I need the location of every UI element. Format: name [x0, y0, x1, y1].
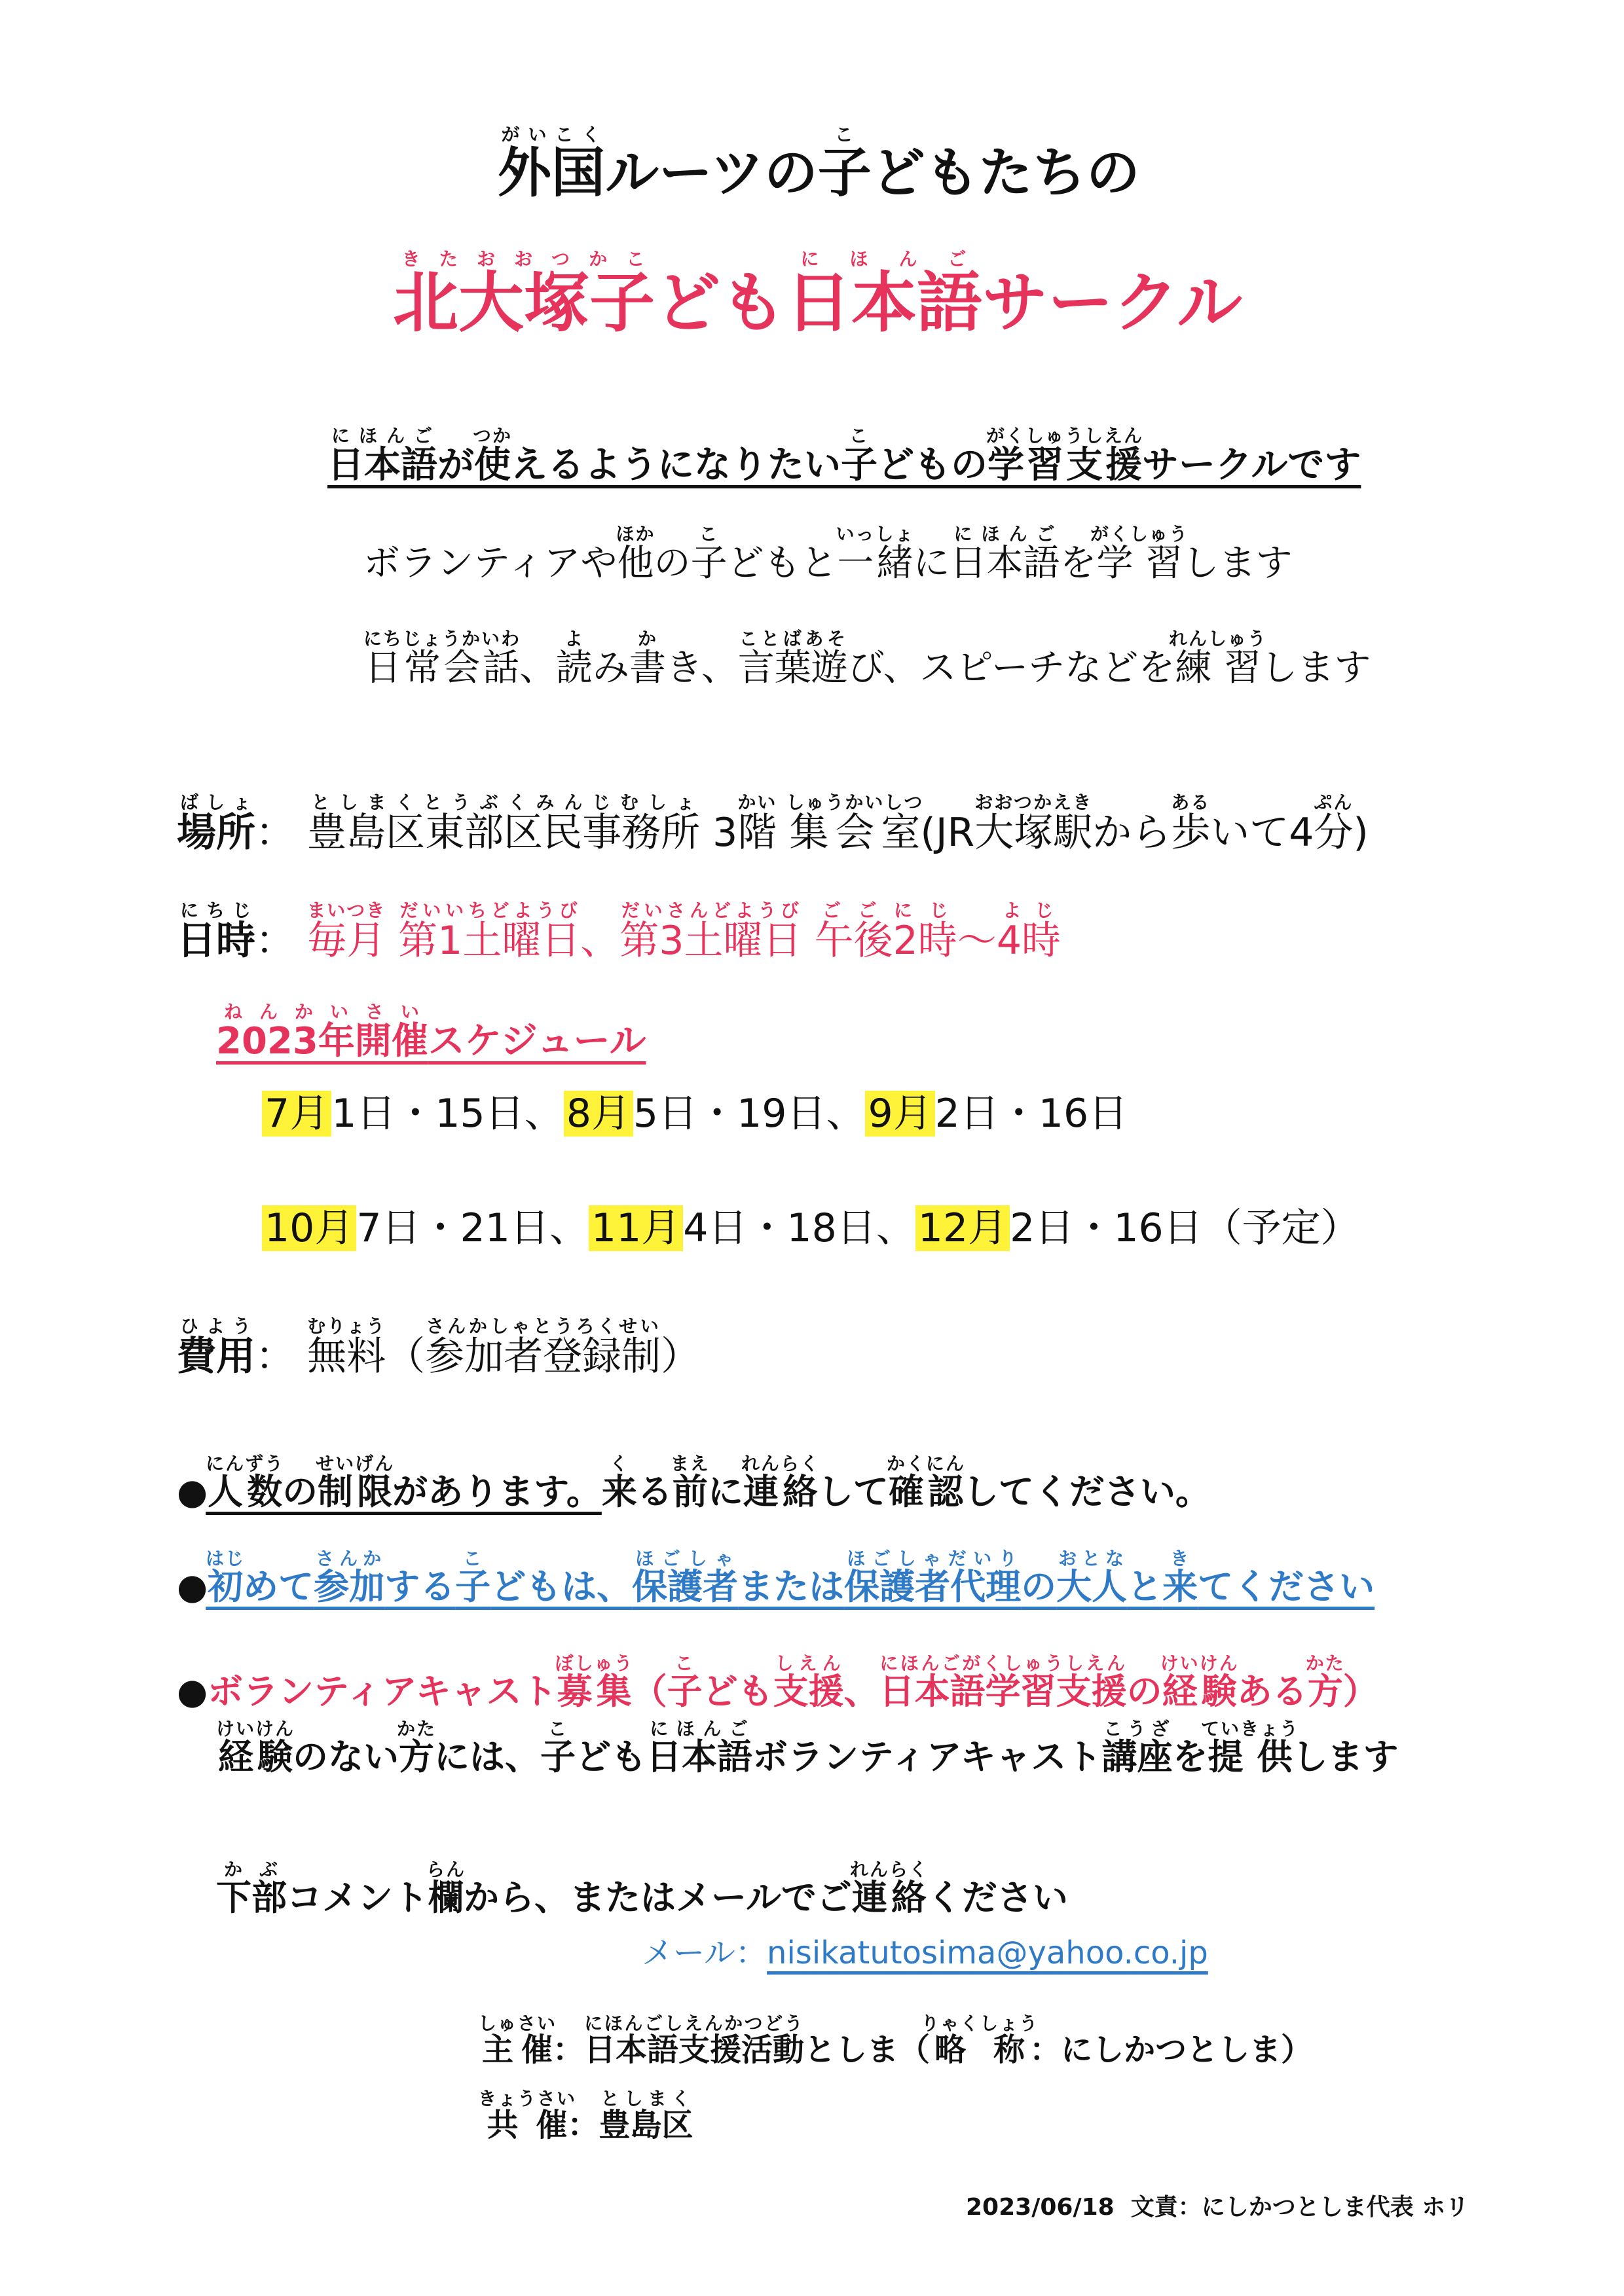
email-link[interactable]: nisikatutosima@yahoo.co.jp: [767, 1935, 1208, 1971]
tagline: 日本語にほんごが使つかえるようになりたい子こどもの学習支援がくしゅうしえんサークルです: [327, 425, 1361, 486]
place-row: 場所ばしょ： 豊島区東部区民事務所としまくとうぶくみんじむしょ 3階かい 集会室しゅうかいしつ(JR大塚駅おおつかえきから歩あるいて4分ぷん): [177, 792, 1369, 856]
month-days: 7日・21日: [356, 1205, 549, 1251]
notice-capacity: ●人数にんずうの制限せいげんがあります。来くる前まえに連絡れんらくして確認かくにんしてください。: [177, 1453, 1211, 1512]
month-days: 2日・16日: [1010, 1205, 1203, 1251]
notice-volunteer-sub: 経験けいけんのない方かたには、子こども日本語にほんごボランティアキャスト講座こうざを提供ていきょうします: [216, 1718, 1399, 1777]
fee-label: 費用ひよう: [177, 1315, 255, 1379]
contact-text: 下部かぶコメント欄らんから、またはメールでご連絡れんらくください: [216, 1859, 1068, 1918]
month-badge: 11月: [589, 1205, 683, 1251]
bullet-icon: ●: [177, 1471, 208, 1512]
month-days: 4日・18日: [683, 1205, 876, 1251]
footer: [966, 2193, 1469, 2221]
description-2: 日常会話にちじょうかいわ、読よみ書かき、言葉遊ことばあそび、スピーチなどを練習れんしゅうします: [363, 628, 1371, 689]
month-days: 1日・15日: [331, 1091, 525, 1137]
cohost-row: 共催きょうさい：豊島区としまく: [478, 2088, 693, 2143]
datetime-label: 日時にちじ: [177, 900, 255, 964]
schedule-row-1: 7月1日・15日、8月5日・19日、9月2日・16日: [262, 1090, 1128, 1137]
notice-volunteer: ●ボランティアキャスト募集ぼしゅう（子こども支援しえん、日本語学習支援にほんごがくしゅうしえんの経験けいけんある方かた）: [177, 1652, 1378, 1712]
host-row: 主催しゅさい：日本語支援活動にほんごしえんかつどうとしま（略称りゃくしょう：にしかつとしま）: [478, 2013, 1313, 2068]
fee-value: 無料むりょう（参加者登録制さんかしゃとうろくせい）: [307, 1315, 701, 1379]
footer-responsibility: 文責：にしかつとしま代表 ホリ: [1130, 2194, 1469, 2221]
datetime-row: 日時にちじ： 毎月まいつき 第1土曜日だいいちどようび、第3土曜日だいさんどようび 午後2時ごごにじ〜4時よじ: [177, 900, 1061, 964]
month-badge: 7月: [262, 1091, 331, 1137]
month-days: 2日・16日: [934, 1091, 1128, 1137]
schedule-title: 2023年開催ねんかいさいスケジュール: [216, 1001, 646, 1063]
page-subtitle: 外国がいこくルーツの子こどもたちの: [498, 124, 1140, 204]
page-title: 北大塚子きたおおつかこども日本語にほんごサークル: [393, 248, 1242, 341]
schedule-note: （予定）: [1202, 1205, 1360, 1251]
month-badge: 8月: [564, 1091, 633, 1137]
host-label: 主催しゅさい: [478, 2013, 557, 2068]
month-badge: 10月: [262, 1205, 356, 1251]
email-label: メール：: [642, 1935, 767, 1971]
month-badge: 9月: [865, 1091, 934, 1137]
bullet-icon: ●: [177, 1566, 208, 1607]
month-days: 5日・19日: [633, 1091, 826, 1137]
month-badge: 12月: [915, 1205, 1010, 1251]
bullet-icon: ●: [177, 1671, 208, 1712]
fee-row: 費用ひよう： 無料むりょう（参加者登録制さんかしゃとうろくせい）: [177, 1315, 701, 1379]
schedule-row-2: 10月7日・21日、11月4日・18日、12月2日・16日（予定）: [262, 1205, 1360, 1252]
footer-date: 2023/06/18: [966, 2194, 1115, 2221]
cohost-label: 共催きょうさい: [478, 2088, 577, 2143]
notice-guardian: ●初はじめて参加さんかする子こどもは、保護者ほごしゃまたは保護者代理ほごしゃだいりの大人おとなと来きてください: [177, 1548, 1375, 1607]
description-1: ボランティアや他ほかの子こどもと一緒いっしょに日本語にほんごを学習がくしゅうします: [363, 523, 1293, 585]
datetime-value: 毎月まいつき 第1土曜日だいいちどようび、第3土曜日だいさんどようび 午後2時ごごにじ〜4時よじ: [307, 900, 1061, 964]
place-value: 豊島区東部区民事務所としまくとうぶくみんじむしょ 3階かい 集会室しゅうかいしつ(JR大塚駅おおつかえきから歩あるいて4分ぷん): [307, 792, 1369, 856]
place-label: 場所ばしょ: [177, 792, 255, 856]
email-row: [642, 1935, 1208, 1973]
